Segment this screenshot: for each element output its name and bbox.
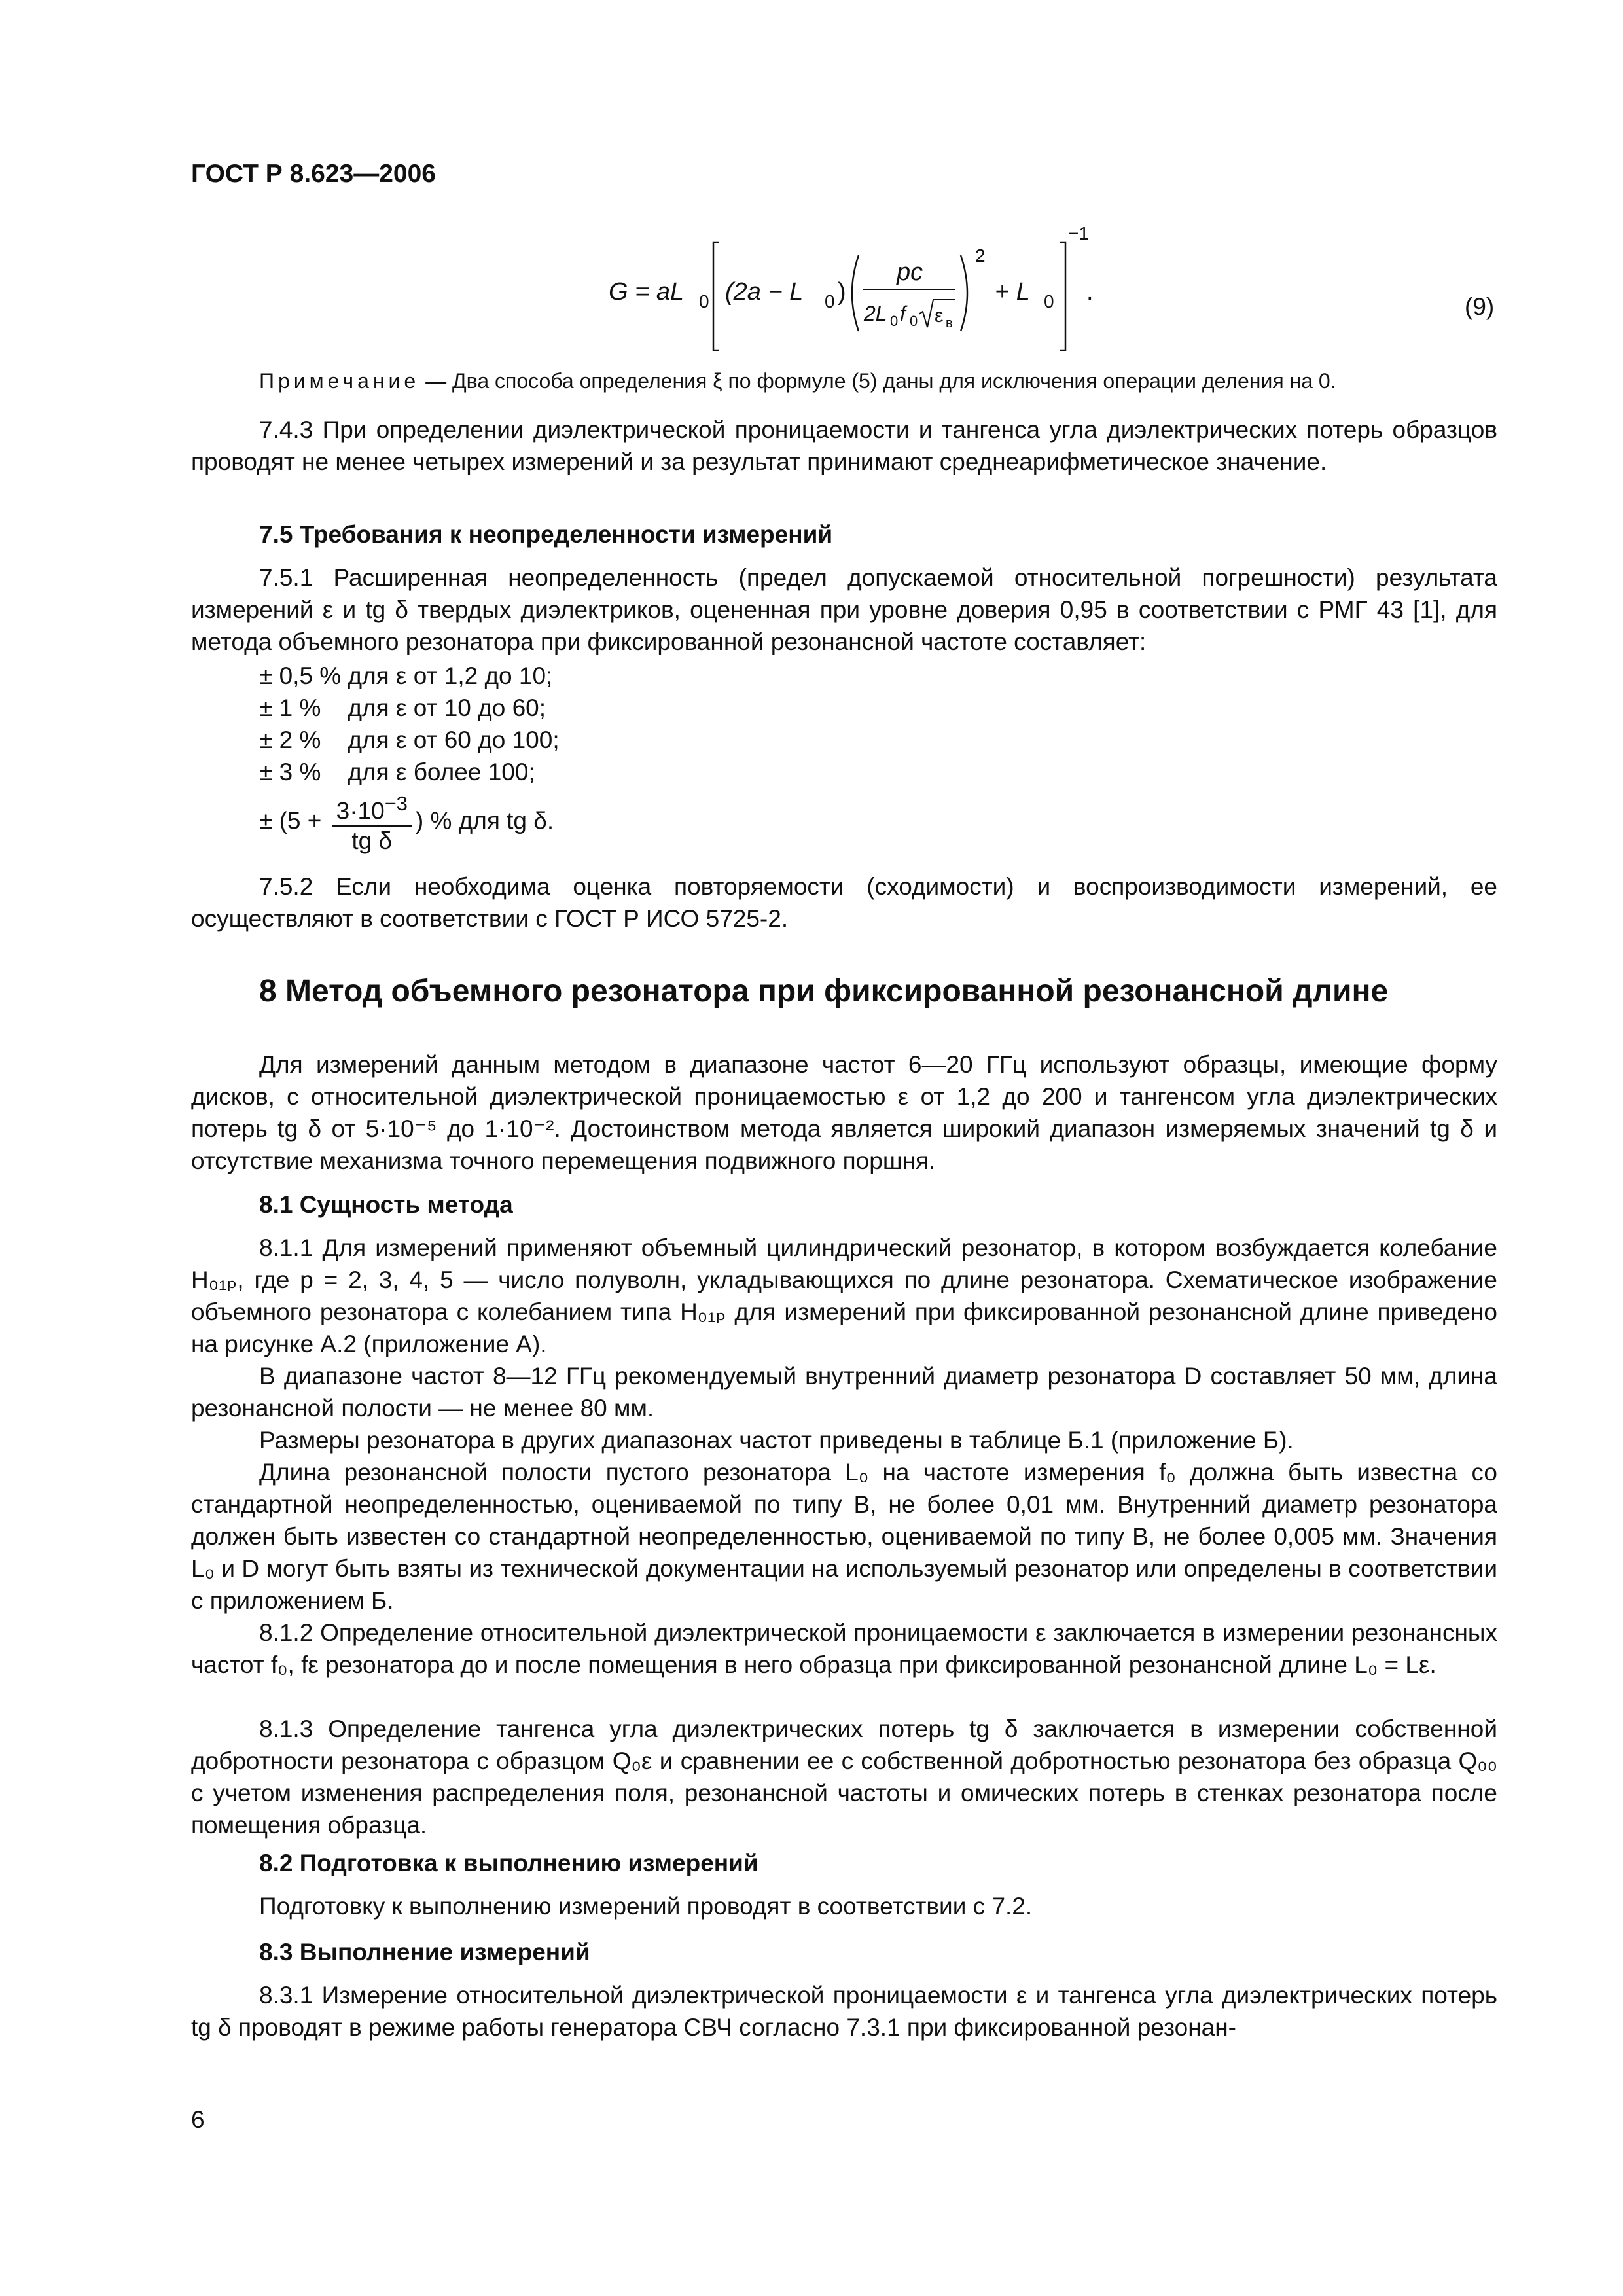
formula-num: pc: [897, 259, 923, 286]
note-label: Примечание: [259, 369, 420, 393]
limit-5-post: ) % для tg δ.: [415, 807, 554, 834]
formula-power: −1: [1068, 223, 1089, 243]
svg-text:0: 0: [1044, 291, 1054, 312]
limit-5-pre: ± (5 +: [259, 807, 329, 834]
limit-3: ± 2 % для ε от 60 до 100;: [259, 726, 560, 753]
svg-text:ε: ε: [935, 305, 944, 327]
formula-term: (2a − L: [725, 278, 804, 306]
paragraph-8-1-3: 8.1.3 Определение тангенса угла диэлектрических потерь tg δ заключается в измерении собственной добротности резонатора с образцом Q₀ε и сравнении ее с собственной добротностью резонатора без образца Q₀₀ с учетом изменения распределения поля, резонансной частоты и омических потерь в стенках резонатора после помещения образца.: [191, 1715, 1497, 1839]
paragraph-8-1-1-c: Размеры резонатора в других диапазонах частот приведены в таблице Б.1 (приложение Б).: [259, 1427, 1294, 1454]
formula-sub: 0: [699, 291, 709, 312]
section-8-3-title: 8.3 Выполнение измерений: [259, 1939, 590, 1965]
limit-5: [259, 789, 554, 855]
svg-text:): ): [838, 278, 846, 306]
paragraph-8-2: Подготовку к выполнению измерений проводят в соответствии с 7.2.: [259, 1893, 1033, 1920]
svg-text:в: в: [946, 316, 953, 331]
paragraph-8-3-1: 8.3.1 Измерение относительной диэлектрической проницаемости ε и тангенса угла диэлектрических потерь tg δ проводят в режиме работы генератора СВЧ согласно 7.3.1 при фиксированной резонан-: [191, 1982, 1497, 2041]
section-8-1-title: 8.1 Сущность метода: [259, 1191, 513, 1218]
note: [259, 367, 1497, 395]
document-header: ГОСТ Р 8.623—2006: [191, 160, 436, 188]
limit-2: ± 1 % для ε от 10 до 60;: [259, 694, 546, 721]
formula-9: [602, 216, 1099, 367]
formula-plus: + L: [995, 278, 1030, 306]
formula-lhs: G = aL: [609, 278, 685, 306]
svg-text:f: f: [900, 302, 906, 325]
limit-5-num: 3·10: [336, 797, 385, 825]
formula-9-graphic: [602, 216, 1099, 367]
limit-5-den: tg δ: [351, 827, 393, 855]
svg-text:2: 2: [975, 245, 986, 266]
section-8-2-title: 8.2 Подготовка к выполнению измерений: [259, 1850, 758, 1876]
formula-number: (9): [1465, 293, 1495, 320]
note-text: — Два способа определения ξ по формуле (5) даны для исключения операции деления на 0.: [419, 369, 1336, 393]
section-7-5-title: 7.5 Требования к неопределенности измерений: [259, 521, 833, 548]
paragraph-7-4-3: 7.4.3 При определении диэлектрической проницаемости и тангенса угла диэлектрических потерь образцов проводят не менее четырех измерений и за результат принимают среднеарифметическое значение.: [191, 416, 1497, 475]
limit-5-fraction: [332, 789, 412, 855]
limit-1: ± 0,5 % для ε от 1,2 до 10;: [259, 662, 553, 689]
paragraph-8-1-1: 8.1.1 Для измерений применяют объемный цилиндрический резонатор, в котором возбуждается колебание H₀₁ₚ, где p = 2, 3, 4, 5 — число полуволн, укладывающихся по длине резонатора. Схематическое изображение объемного резонатора с колебанием типа H₀₁ₚ для измерений при фиксированной резонансной длине приведено на рисунке А.2 (приложение А).: [191, 1234, 1497, 1357]
svg-text:0: 0: [890, 313, 899, 329]
paragraph-7-5-1: 7.5.1 Расширенная неопределенность (предел допускаемой относительной погрешности) результата измерений ε и tg δ твердых диэлектриков, оцененная при уровне доверия 0,95 в соответствии с РМГ 43 [1], для метода объемного резонатора при фиксированной резонансной частоте составляет:: [191, 564, 1497, 655]
formula-term-sub: 0: [825, 291, 835, 312]
paragraph-8-intro: Для измерений данным методом в диапазоне частот 6—20 ГГц используют образцы, имеющие форму дисков, с относительной диэлектрической проницаемостью ε от 1,2 до 200 и тангенсом угла диэлектрических потерь tg δ от 5·10⁻⁵ до 1·10⁻². Достоинством метода является широкий диапазон измеряемых значений tg δ и отсутствие механизма точного перемещения подвижного поршня.: [191, 1051, 1497, 1174]
svg-text:.: .: [1086, 278, 1094, 306]
paragraph-8-1-1-b: В диапазоне частот 8—12 ГГц рекомендуемый внутренний диаметр резонатора D составляет 50 мм, длина резонансной полости — не менее 80 мм.: [191, 1363, 1497, 1422]
paragraph-8-1-1-d: Длина резонансной полости пустого резонатора L₀ на частоте измерения f₀ должна быть известна со стандартной неопределенностью, оцениваемой по типу В, не более 0,01 мм. Внутренний диаметр резонатора должен быть известен со стандартной неопределенностью, оцениваемой по типу В, не более 0,005 мм. Значения L₀ и D могут быть взяты из технической документации на используемый резонатор или определены в соответствии с приложением Б.: [191, 1459, 1497, 1614]
limit-5-exp: −3: [384, 792, 408, 815]
svg-text:0: 0: [910, 313, 918, 329]
limit-4: ± 3 % для ε более 100;: [259, 759, 535, 785]
paragraph-8-1-2: 8.1.2 Определение относительной диэлектрической проницаемости ε заключается в измерении резонансных частот f₀, fε резонатора до и после помещения в него образца при фиксированной резонансной длине L₀ = Lε.: [191, 1619, 1497, 1678]
section-8-title: 8 Метод объемного резонатора при фиксированной резонансной длине: [259, 974, 1389, 1009]
formula-den: 2L: [864, 302, 887, 325]
page-number: 6: [191, 2106, 205, 2133]
paragraph-7-5-2: 7.5.2 Если необходима оценка повторяемости (сходимости) и воспроизводимости измерений, ее осуществляют в соответствии с ГОСТ Р ИСО 5725-2.: [191, 873, 1497, 932]
